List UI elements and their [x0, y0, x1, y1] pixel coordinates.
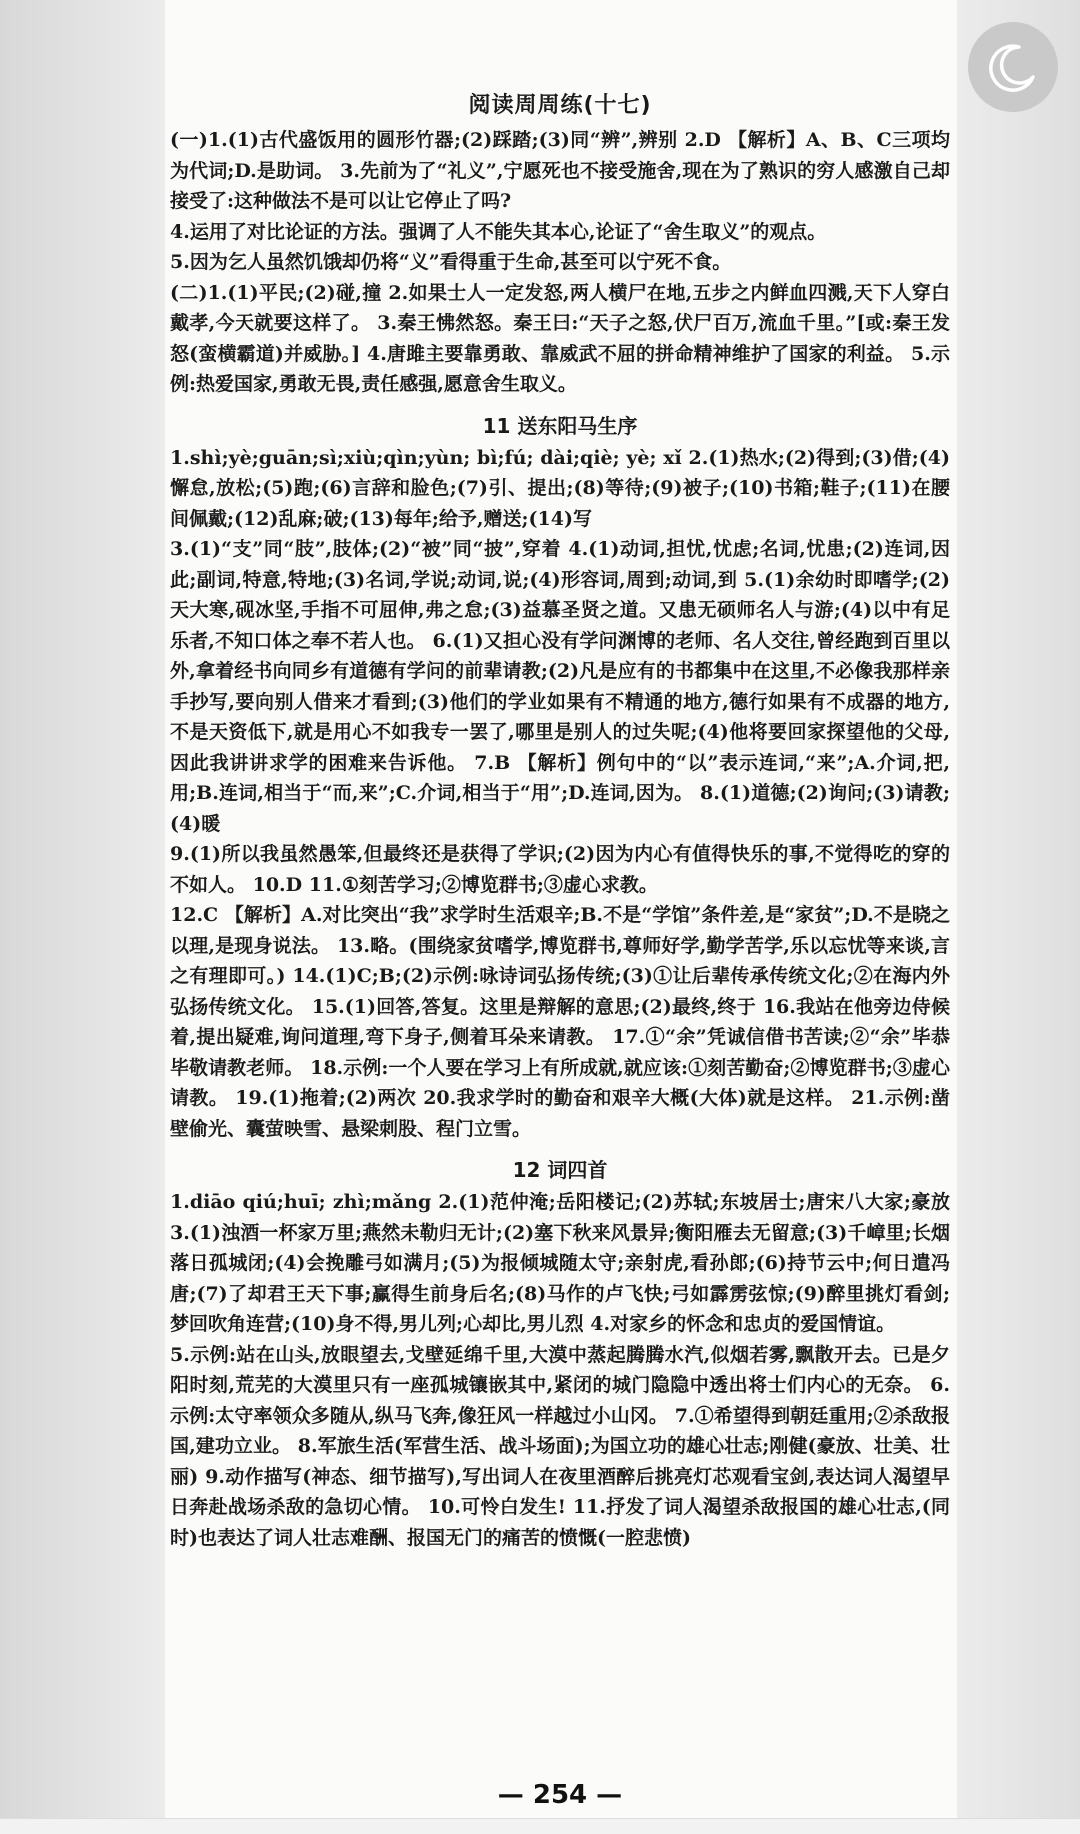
- paragraph: 4.运用了对比论证的方法。强调了人不能失其本心,论证了“舍生取义”的观点。: [170, 220, 827, 243]
- paragraph: 5.示例:站在山头,放眼望去,戈壁延绵千里,大漠中蒸起腾腾水汽,似烟若雾,飘散开去。已是夕阳时刻,荒芜的大漠里只有一座孤城镶嵌其中,紧闭的城门隐隐中透出将士们内心的无奈。 6.示例:太守率领众多随从,纵马飞奔,像狂风一样越过小山冈。 7.①希望得到朝廷重用;②杀敌报国,建功立业。 8.军旅生活(军营生活、战斗场面);为国立功的雄心壮志;刚健(豪放、壮美、壮丽) 9.动作描写(神态、细节描写),写出词人在夜里酒醉后挑亮灯芯观看宝剑,表达词人渴望早日奔赴战场杀敌的急切心情。 10.可怜白发生! 11.抒发了词人渴望杀敌报国的雄心壮志,(同时)也表达了词人壮志难酬、报国无门的痛苦的愤慨(一腔悲愤): [170, 1343, 950, 1549]
- lesson-title: 12 词四首: [512, 1158, 608, 1182]
- page-title: 阅读周周练(十七): [468, 93, 652, 118]
- paragraph: 9.(1)所以我虽然愚笨,但最终还是获得了学识;(2)因为内心有值得快乐的事,不觉得吃的穿的不如人。 10.D 11.①刻苦学习;②博览群书;③虚心求教。: [170, 843, 950, 896]
- page-left-shade: [0, 0, 165, 1833]
- page-number: — 254 —: [497, 1780, 623, 1810]
- paragraph: 5.因为乞人虽然饥饿却仍将“义”看得重于生命,甚至可以宁死不食。: [170, 251, 732, 273]
- answer-content: [170, 88, 950, 1553]
- moon-icon: [985, 39, 1041, 95]
- section-lesson-12: [170, 1154, 950, 1553]
- paragraph: 12.C 【解析】A.对比突出“我”求学时生活艰辛;B.不是“学馆”条件差,是“家贫”;D.不是晓之以理,是现身说法。 13.略。(围绕家贫嗜学,博览群书,尊师好学,勤学苦学,乐以忘忧等来谈,言之有理即可。) 14.(1)C;B;(2)示例:咏诗词弘扬传统;(3)①让后辈传承传统文化;②在海内外弘扬传统文化。 15.(1)回答,答复。这里是辩解的意思;(2)最终,终于 16.我站在他旁边侍候着,提出疑难,询问道理,弯下身子,侧着耳朵来请教。 17.①“余”凭诚信借书苦读;②“余”毕恭毕敬请教老师。 18.示例:一个人要在学习上有所成就,就应该:①刻苦勤奋;②博览群书;③虚心请教。 19.(1)拖着;(2)两次 20.我求学时的勤奋和艰辛大概(大体)就是这样。 21.示例:凿壁偷光、囊萤映雪、悬梁刺股、程门立雪。: [170, 904, 950, 1140]
- paragraph: 3.(1)“支”同“肢”,肢体;(2)“被”同“披”,穿着 4.(1)动词,担忧,忧虑;名词,忧患;(2)连词,因此;副词,特意,特地;(3)名词,学说;动词,说;(4)形容词,周到;动词,到 5.(1)余幼时即嗜学;(2)天大寒,砚冰坚,手指不可屈伸,弗之怠;(3)益慕圣贤之道。又患无硕师名人与游;(4)以中有足乐者,不知口体之奉不若人也。 6.(1)又担心没有学问渊博的老师、名人交往,曾经跑到百里以外,拿着经书向同乡有道德有学问的前辈请教;(2)凡是应有的书都集中在这里,不必像我那样亲手抄写,要向别人借来才看到;(3)他们的学业如果有不精通的地方,德行如果有不成器的地方,不是天资低下,就是用心不如我专一罢了,哪里是别人的过失呢;(4)他将要回家探望他的父母,因此我讲讲求学的困难来告诉他。 7.B 【解析】例句中的“以”表示连词,“来”;A.介词,把,用;B.连词,相当于“而,来”;C.介词,相当于“用”;D.连词,因为。 8.(1)道德;(2)询问;(3)请教;(4)暖: [170, 538, 950, 835]
- night-mode-button[interactable]: [968, 22, 1058, 112]
- paragraph: 1.diāo qiú;huī; zhì;mǎng 2.(1)范仲淹;岳阳楼记;(2)苏轼;东坡居士;唐宋八大家;豪放 3.(1)浊酒一杯家万里;燕然未勒归无计;(2)塞下秋来风景异;衡阳雁去无留意;(3)千嶂里;长烟落日孤城闭;(4)会挽雕弓如满月;(5)为报倾城随太守;亲射虎,看孙郎;(6)持节云中;何日遣冯唐;(7)了却君王天下事;赢得生前身后名;(8)马作的卢飞快;弓如霹雳弦惊;(9)醉里挑灯看剑;梦回吹角连营;(10)身不得,男儿列;心却比,男儿烈 4.对家乡的怀念和忠贞的爱国情谊。: [170, 1191, 950, 1335]
- section-weekly-practice: [170, 125, 950, 400]
- paragraph: (一)1.(1)古代盛饭用的圆形竹器;(2)踩踏;(3)同“辨”,辨别 2.D 【解析】A、B、C三项均为代词;D.是助词。 3.先前为了“礼义”,宁愿死也不接受施舍,现在为了熟识的穷人感激自己却接受了:这种做法不是可以让它停止了吗?: [170, 129, 950, 212]
- page-right-shade: [957, 0, 1080, 1833]
- paragraph: (二)1.(1)平民;(2)碰,撞 2.如果士人一定发怒,两人横尸在地,五步之内鲜血四溅,天下人穿白戴孝,今天就要这样了。 3.秦王怫然怒。秦王曰:“天子之怒,伏尸百万,流血千里。”[或:秦王发怒(蛮横霸道)并威胁。] 4.唐雎主要靠勇敢、靠威武不屈的拼命精神维护了国家的利益。 5.示例:热爱国家,勇敢无畏,责任感强,愿意舍生取义。: [170, 281, 950, 395]
- lesson-title: 11 送东阳马生序: [482, 413, 638, 438]
- paragraph: 1.shì;yè;guān;sì;xiù;qìn;yùn; bì;fú; dài;qiè; yè; xǐ 2.(1)热水;(2)得到;(3)借;(4)懈怠,放松;(5)跑;(6)言辞和脸色;(7)引、提出;(8)等待;(9)被子;(10)书箱;鞋子;(11)在腰间佩戴;(12)乱麻;破;(13)每年;给予,赠送;(14)写: [170, 446, 950, 530]
- section-lesson-11: [170, 410, 950, 1145]
- bottom-bar: [0, 1818, 1080, 1834]
